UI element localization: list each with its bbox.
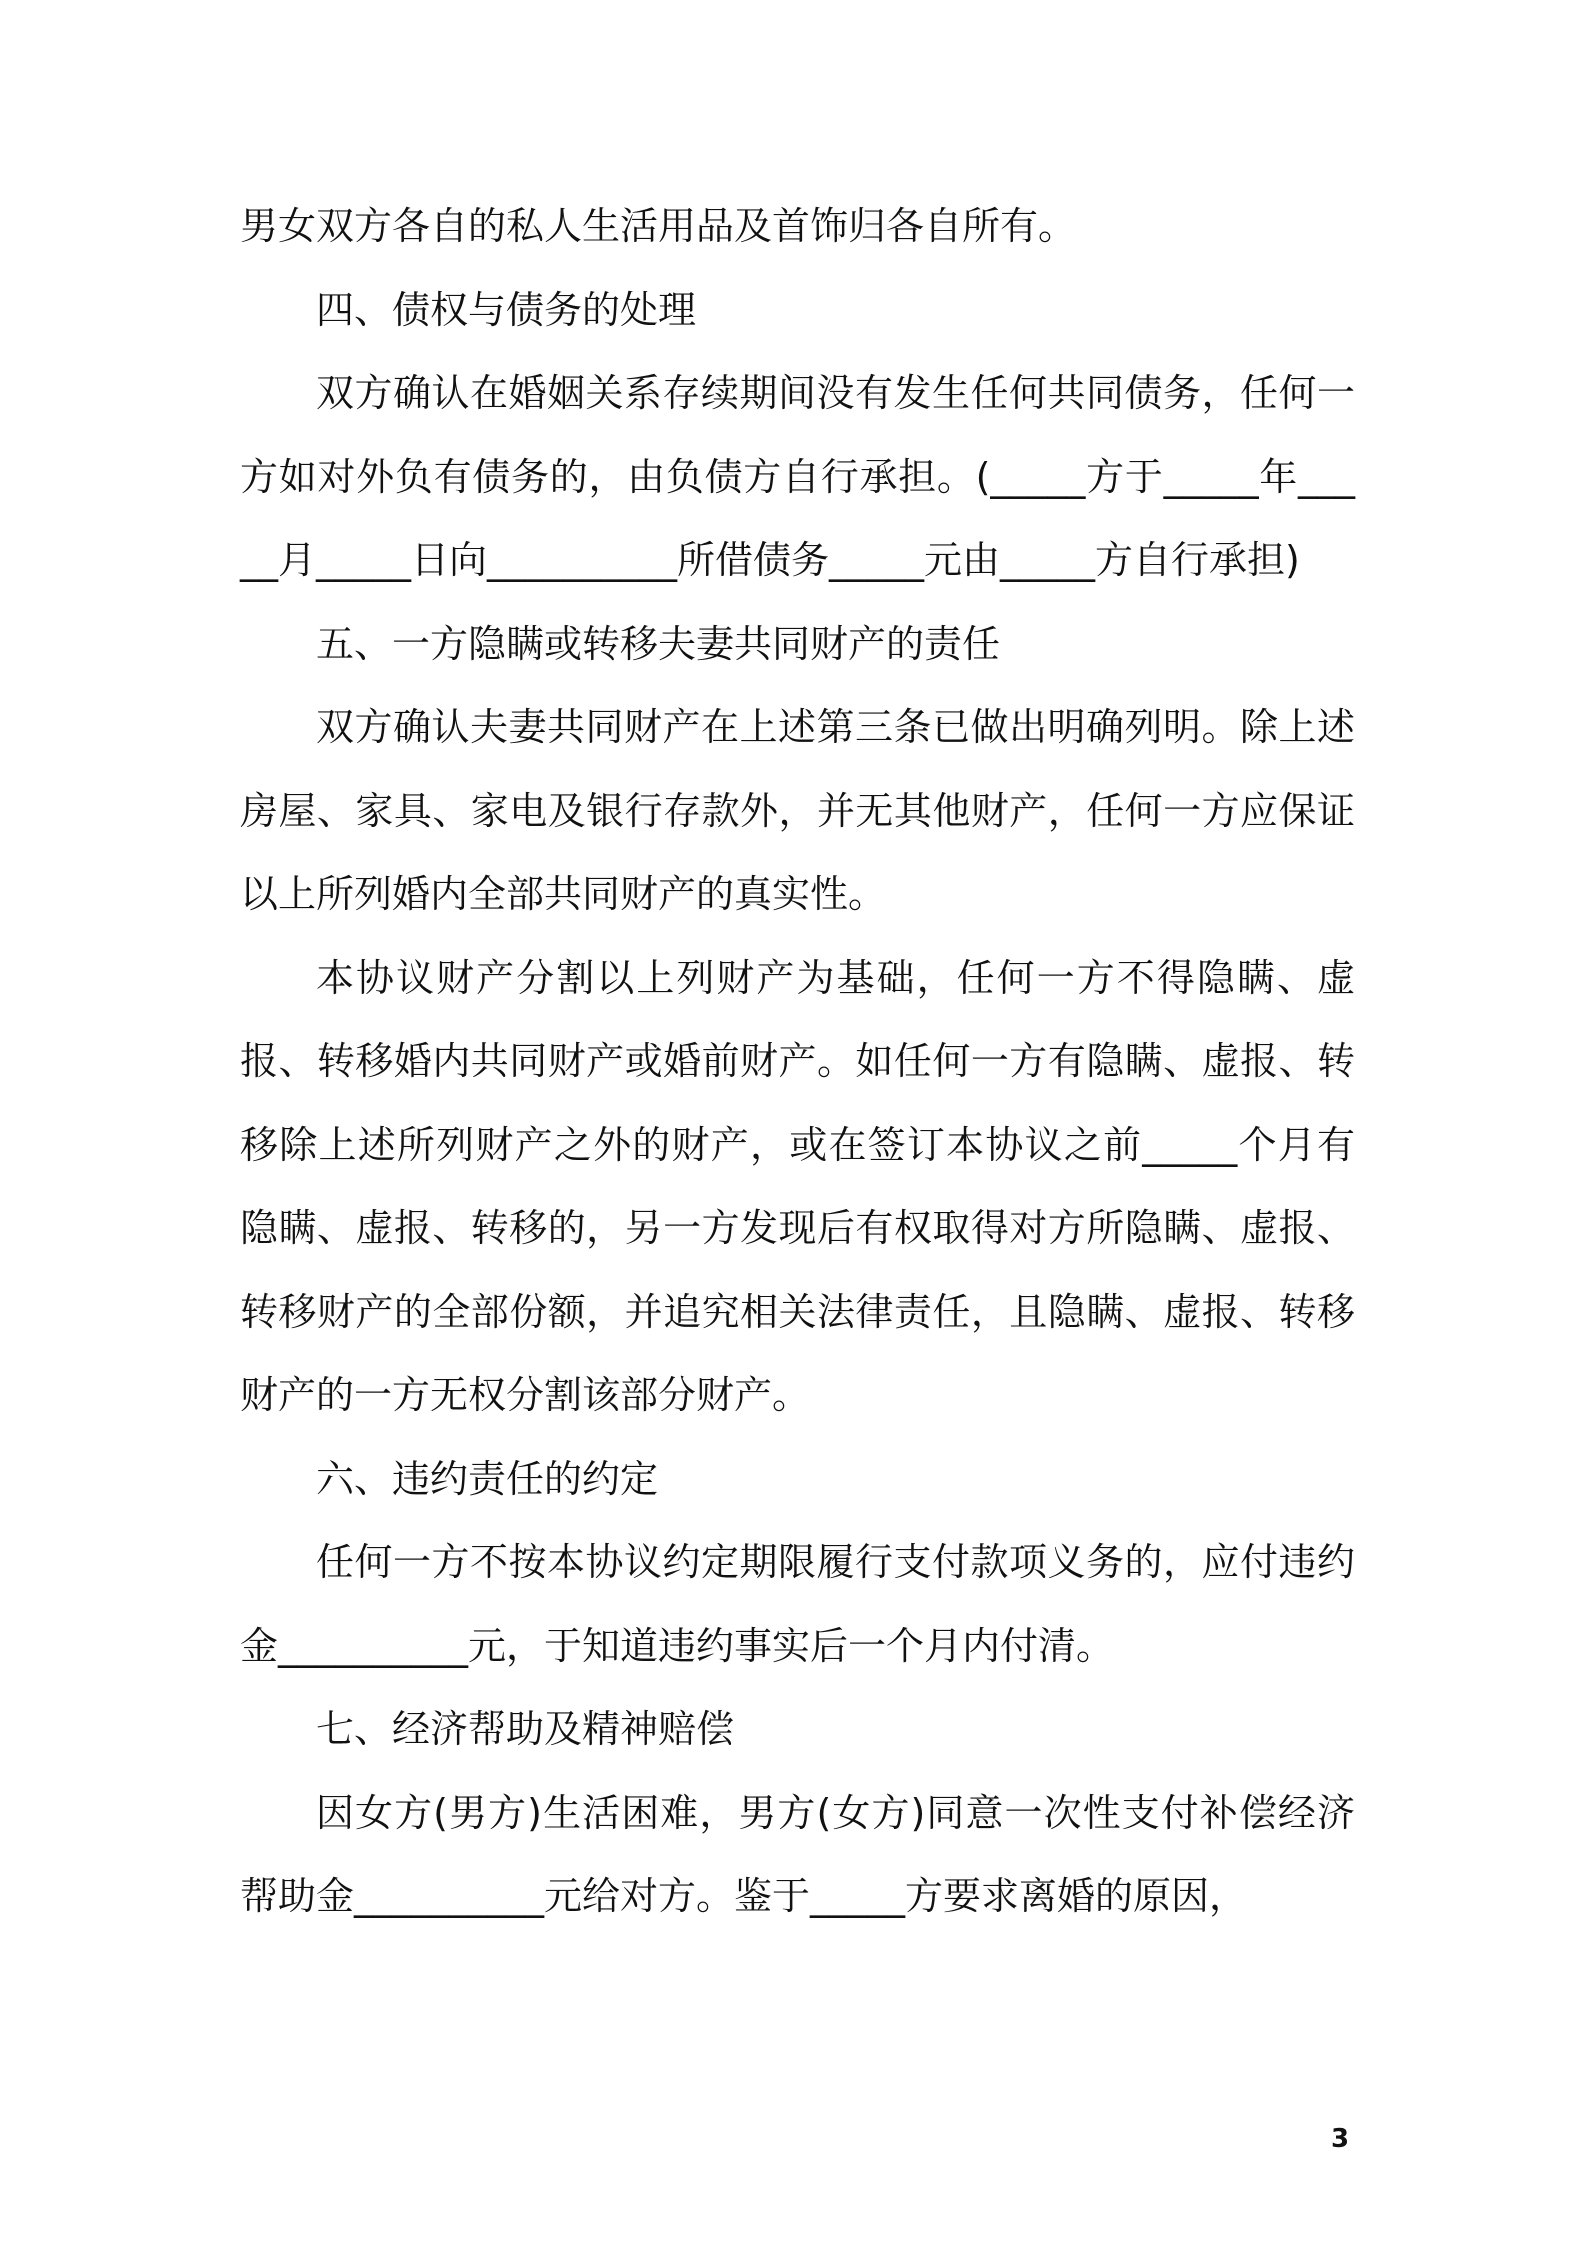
paragraph-compensation: 因女方(男方)生活困难，男方(女方)同意一次性支付补偿经济帮助金__________元给对方。鉴于_____方要求离婚的原因， <box>240 1790 1355 1918</box>
paragraph-concealment-liability: 本协议财产分割以上列财产为基础，任何一方不得隐瞒、虚报、转移婚内共同财产或婚前财产。如任何一方有隐瞒、虚报、转移除上述所列财产之外的财产，或在签订本协议之前_____个月有隐瞒、虚报、转移的，另一方发现后有权取得对方所隐瞒、虚报、转移财产的全部份额，并追究相关法律责任，且隐瞒、虚报、转移财产的一方无权分割该部分财产。 <box>240 955 1355 1417</box>
page-number: 3 <box>1331 2124 1350 2154</box>
document-body <box>240 185 1355 1939</box>
section-heading-breach: 六、违约责任的约定 <box>316 1456 659 1501</box>
paragraph-property-confirmation: 双方确认夫妻共同财产在上述第三条已做出明确列明。除上述房屋、家具、家电及银行存款外，并无其他财产，任何一方应保证以上所列婚内全部共同财产的真实性。 <box>240 705 1355 916</box>
section-heading-compensation: 七、经济帮助及精神赔偿 <box>316 1707 735 1751</box>
paragraph-breach-penalty: 任何一方不按本协议约定期限履行支付款项义务的，应付违约金__________元，于知道违约事实后一个月内付清。 <box>240 1540 1355 1668</box>
section-heading-concealment: 五、一方隐瞒或转移夫妻共同财产的责任 <box>316 621 1001 666</box>
section-heading-debts: 四、债权与债务的处理 <box>316 287 697 332</box>
paragraph-personal-items: 男女双方各自的私人生活用品及首饰归各自所有。 <box>240 204 1077 248</box>
paragraph-debts: 双方确认在婚姻关系存续期间没有发生任何共同债务，任何一方如对外负有债务的，由负债方自行承担。(_____方于_____年_____月_____日向__________所借债务_____元由_____方自行承担) <box>240 371 1355 582</box>
